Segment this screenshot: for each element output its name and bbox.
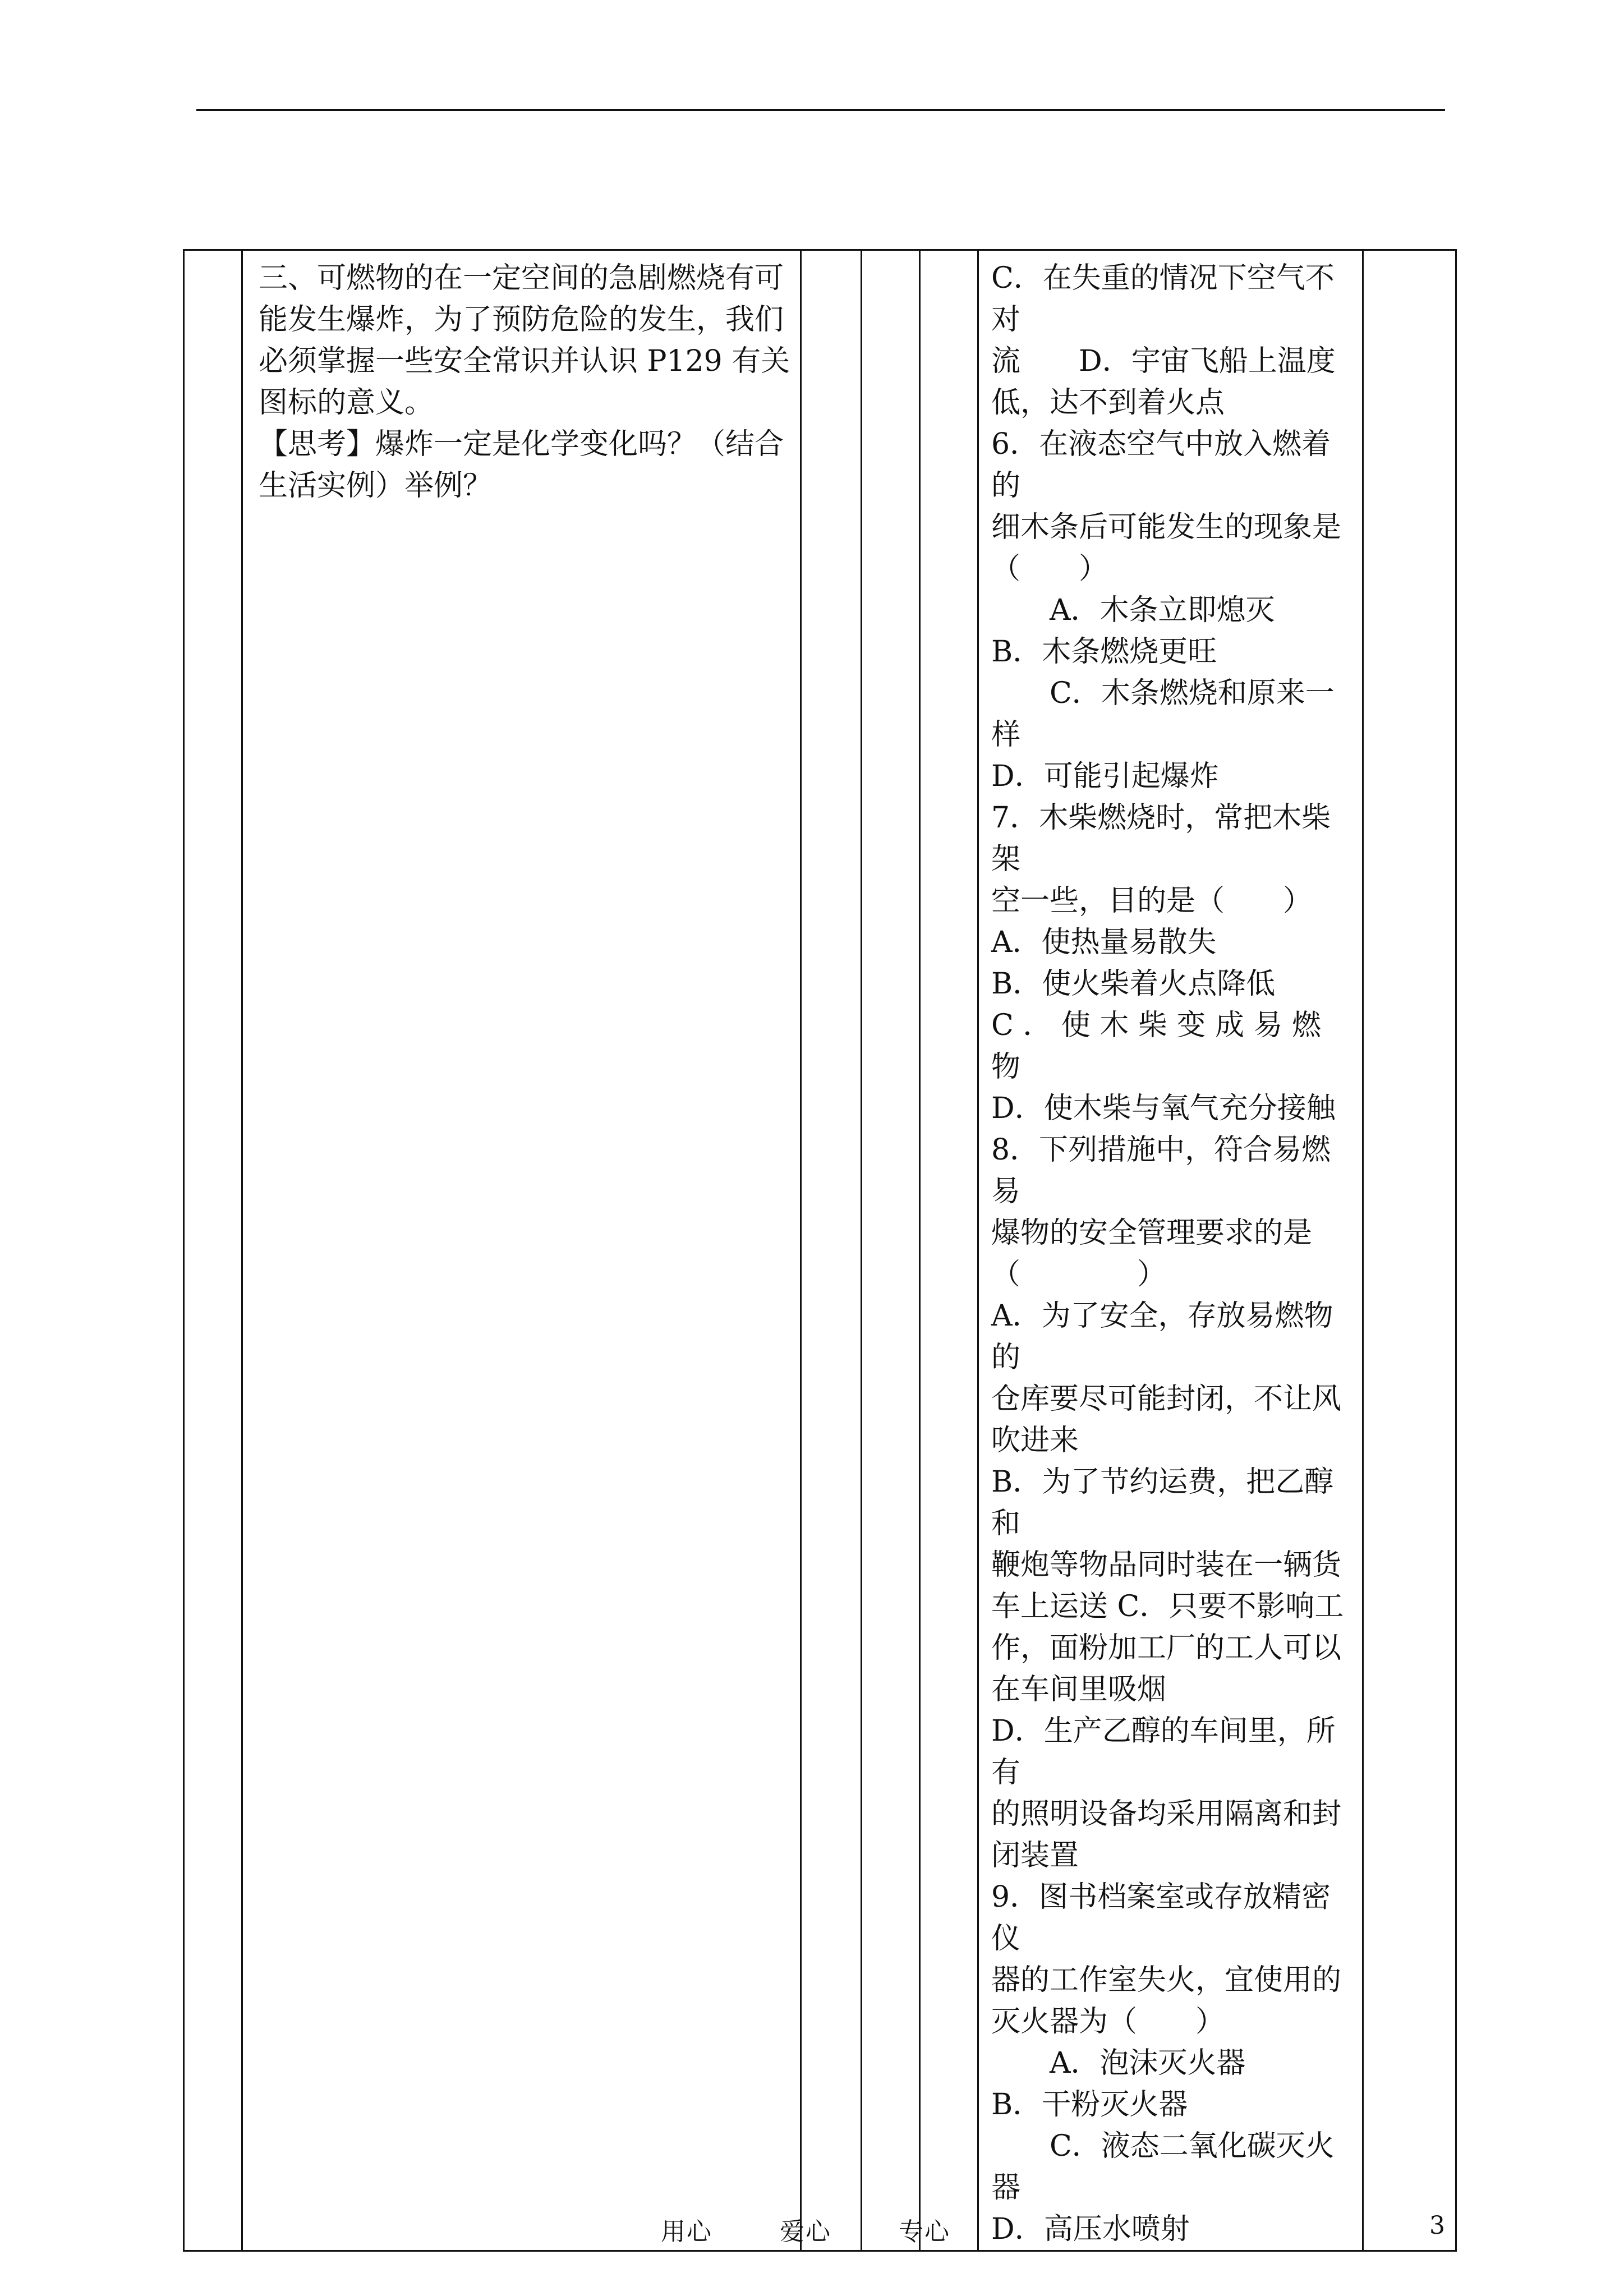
table-cell-col4 xyxy=(862,250,920,2251)
table-cell-content-left xyxy=(242,250,801,2251)
text-line: C ． 使 木 柴 变 成 易 燃 物 xyxy=(991,1009,1331,1084)
text-line: 作，面粉加工厂的工人可以 xyxy=(991,1631,1342,1665)
page-number: 3 xyxy=(1429,2211,1445,2240)
left-column-text xyxy=(243,251,800,507)
text-line: C．在失重的情况下空气不对 xyxy=(991,261,1335,337)
header-rule xyxy=(196,109,1445,111)
text-line: C．木条燃烧和原来一样 xyxy=(991,677,1335,752)
table-cell-col7 xyxy=(1363,250,1456,2251)
text-line: 空一些，目的是（ ） xyxy=(991,884,1313,918)
table-cell-col3 xyxy=(801,250,862,2251)
footer-word: 用心 xyxy=(661,2217,712,2246)
text-line: D．高压水喷射 xyxy=(991,2212,1190,2246)
text-line: 车上运送 C．只要不影响工 xyxy=(991,1590,1344,1623)
text-line: B．干粉灭火器 xyxy=(991,2088,1188,2122)
text-line: 爆物的安全管理要求的是 xyxy=(991,1216,1313,1250)
text-line: 三、可燃物的在一定空间的急剧燃烧有可 xyxy=(259,261,784,295)
text-line: 器的工作室失火，宜使用的 xyxy=(991,1963,1342,1997)
footer-motto xyxy=(661,2211,950,2247)
text-line: C．液态二氧化碳灭火器 xyxy=(991,2129,1335,2205)
text-line: 【思考】爆炸一定是化学变化吗？（结合 xyxy=(259,427,784,461)
text-line: 低，达不到着火点 xyxy=(991,386,1225,420)
text-line: B．木条燃烧更旺 xyxy=(991,635,1217,669)
table-cell-content-right xyxy=(978,250,1363,2251)
text-line: 闭装置 xyxy=(991,1839,1079,1872)
text-line: 能发生爆炸，为了预防危险的发生，我们 xyxy=(259,303,784,337)
text-line: 灭火器为（ ） xyxy=(991,2005,1225,2039)
text-line: 在车间里吸烟 xyxy=(991,1673,1167,1706)
table-cell-col1 xyxy=(184,250,242,2251)
text-line: 图标的意义。 xyxy=(259,386,434,420)
text-line: 仓库要尽可能封闭，不让风 xyxy=(991,1382,1342,1416)
text-line: （ ） xyxy=(991,552,1108,586)
text-line: 的照明设备均采用隔离和封 xyxy=(991,1797,1342,1831)
text-line: 6．在液态空气中放入燃着的 xyxy=(991,427,1331,503)
text-line: B．使火柴着火点降低 xyxy=(991,967,1276,1001)
text-line: 吹进来 xyxy=(991,1424,1079,1457)
text-line: A．泡沫灭火器 xyxy=(991,2046,1246,2080)
text-line: A．木条立即熄灭 xyxy=(991,593,1275,627)
lesson-table xyxy=(183,249,1457,2252)
text-line: A．使热量易散失 xyxy=(991,926,1217,959)
text-line: 细木条后可能发生的现象是 xyxy=(991,510,1342,544)
text-line: 流 D．宇宙飞船上温度 xyxy=(991,344,1336,378)
right-column-text xyxy=(979,251,1362,2250)
table-cell-col5 xyxy=(920,250,978,2251)
text-line: 7．木柴燃烧时，常把木柴架 xyxy=(991,801,1331,876)
text-line: 8．下列措施中，符合易燃易 xyxy=(991,1133,1331,1208)
text-line: B．为了节约运费，把乙醇和 xyxy=(991,1465,1334,1540)
text-line: D．可能引起爆炸 xyxy=(991,760,1219,793)
text-line: D．生产乙醇的车间里，所有 xyxy=(991,1714,1336,1789)
text-line: 必须掌握一些安全常识并认识 P129 有关 xyxy=(259,344,790,378)
footer-word: 专心 xyxy=(899,2217,950,2246)
text-line: A．为了安全，存放易燃物的 xyxy=(991,1299,1333,1374)
text-line: （ ） xyxy=(991,1258,1167,1291)
text-line: 生活实例）举例？ xyxy=(259,469,493,503)
text-line: 9．图书档案室或存放精密仪 xyxy=(991,1880,1331,1955)
text-line: D．使木柴与氧气充分接触 xyxy=(991,1092,1336,1125)
text-line: 鞭炮等物品同时装在一辆货 xyxy=(991,1548,1342,1582)
footer-word: 爱心 xyxy=(780,2217,831,2246)
